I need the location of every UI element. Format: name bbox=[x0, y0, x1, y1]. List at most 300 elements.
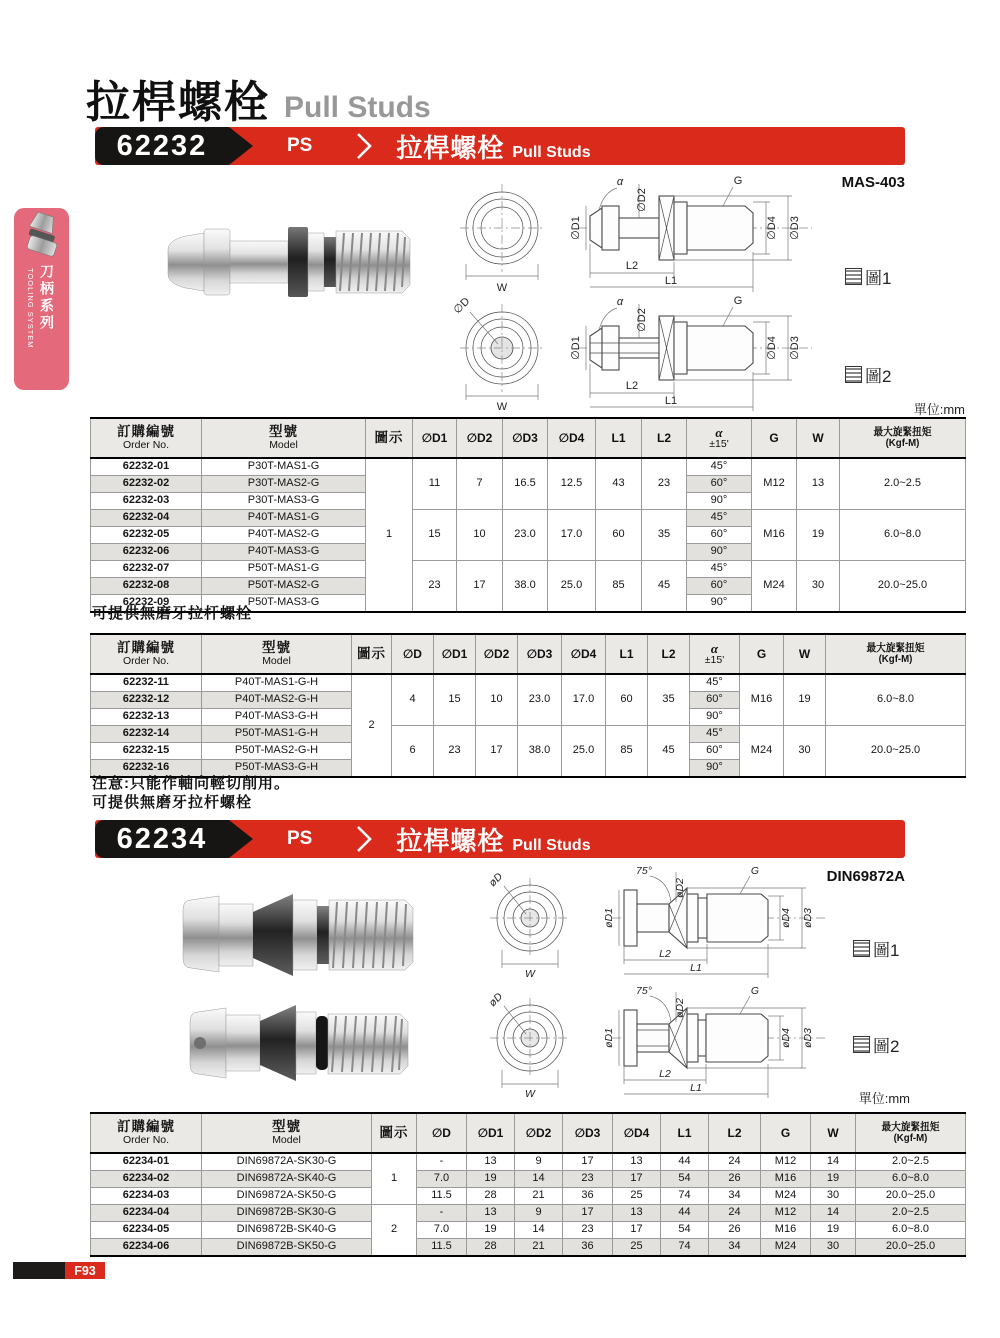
order-cell: 62232-06 bbox=[91, 544, 202, 561]
dim-g: G bbox=[750, 985, 760, 997]
section-banner-62234 bbox=[95, 820, 905, 858]
table-row bbox=[91, 674, 966, 692]
dim-w: W bbox=[525, 1088, 535, 1100]
col-torque: 最大旋緊扭矩 (Kgf-M) bbox=[826, 634, 966, 674]
d2-cell: 10 bbox=[476, 674, 518, 726]
d3-cell: 23 bbox=[563, 1222, 613, 1239]
l1-cell: 43 bbox=[596, 458, 642, 510]
col-w: W bbox=[811, 1113, 856, 1153]
d4-cell: 25.0 bbox=[548, 561, 596, 613]
order-cell: 62234-02 bbox=[91, 1171, 202, 1188]
table-header-row bbox=[91, 634, 966, 674]
l1-cell: 60 bbox=[596, 510, 642, 561]
figure2-label-62234: 圖2 bbox=[853, 1032, 899, 1057]
g-cell: M12 bbox=[761, 1153, 811, 1171]
l1-cell: 44 bbox=[661, 1205, 709, 1222]
d3-cell: 16.5 bbox=[503, 458, 548, 510]
product-code: 62234 bbox=[116, 822, 208, 855]
standard-label-mas403: MAS-403 bbox=[841, 174, 905, 191]
g-cell: M16 bbox=[740, 674, 784, 726]
table-header-row bbox=[91, 418, 966, 458]
l1-cell: 85 bbox=[596, 561, 642, 613]
order-cell: 62232-02 bbox=[91, 476, 202, 493]
dim-l2: L2 bbox=[659, 1068, 671, 1080]
dim-d: øD bbox=[486, 990, 506, 1010]
col-d3: ∅D3 bbox=[518, 634, 562, 674]
order-cell: 62232-01 bbox=[91, 458, 202, 476]
model-cell: DIN69872B-SK40-G bbox=[202, 1222, 372, 1239]
d4-cell: 17 bbox=[613, 1222, 661, 1239]
w-cell: 30 bbox=[811, 1239, 856, 1257]
d-cell: 7.0 bbox=[417, 1222, 467, 1239]
order-cell: 62232-16 bbox=[91, 760, 202, 778]
series-name-en: TOOLING SYSTEM bbox=[26, 268, 35, 349]
d3-cell: 23.0 bbox=[518, 674, 562, 726]
banner-title-en: Pull Studs bbox=[512, 836, 591, 854]
col-d1: ∅D1 bbox=[434, 634, 476, 674]
dim-d2: ∅D2 bbox=[636, 308, 648, 332]
angle-cell: 90° bbox=[687, 493, 752, 510]
col-g: G bbox=[761, 1113, 811, 1153]
model-cell: P50T-MAS2-G bbox=[202, 578, 366, 595]
banner-title-zh: 拉桿螺栓 bbox=[396, 825, 505, 856]
d2-cell: 14 bbox=[515, 1171, 563, 1188]
spec-table-62234 bbox=[90, 1112, 966, 1257]
order-cell: 62234-04 bbox=[91, 1205, 202, 1222]
l2-cell: 35 bbox=[648, 674, 690, 726]
dim-d3: ∅D3 bbox=[789, 336, 801, 360]
w-cell: 19 bbox=[784, 674, 826, 726]
dim-g: G bbox=[750, 865, 760, 877]
col-figure: 圖示 bbox=[372, 1113, 417, 1153]
dim-l1: L1 bbox=[664, 275, 678, 287]
d-cell: - bbox=[417, 1153, 467, 1171]
d1-cell: 13 bbox=[467, 1153, 515, 1171]
d3-cell: 36 bbox=[563, 1239, 613, 1257]
dim-d2: ∅D2 bbox=[636, 188, 648, 212]
model-cell: DIN69872A-SK50-G bbox=[202, 1188, 372, 1205]
angle-cell: 60° bbox=[687, 476, 752, 493]
col-d3: ∅D3 bbox=[563, 1113, 613, 1153]
order-cell: 62232-07 bbox=[91, 561, 202, 578]
model-cell: DIN69872B-SK30-G bbox=[202, 1205, 372, 1222]
table-row bbox=[91, 1171, 966, 1188]
col-w: W bbox=[784, 634, 826, 674]
angle-cell: 60° bbox=[690, 743, 740, 760]
col-model: 型號 Model bbox=[202, 634, 352, 674]
dim-l2: L2 bbox=[625, 260, 639, 272]
angle-cell: 45° bbox=[690, 674, 740, 692]
d-cell: 7.0 bbox=[417, 1171, 467, 1188]
g-cell: M12 bbox=[761, 1205, 811, 1222]
order-cell: 62232-11 bbox=[91, 674, 202, 692]
torque-cell: 20.0~25.0 bbox=[826, 726, 966, 778]
col-g: G bbox=[752, 418, 797, 458]
w-cell: 30 bbox=[784, 726, 826, 778]
col-figure: 圖示 bbox=[352, 634, 392, 674]
order-cell: 62232-09 bbox=[91, 595, 202, 613]
order-cell: 62232-08 bbox=[91, 578, 202, 595]
d4-cell: 25 bbox=[613, 1188, 661, 1205]
order-cell: 62234-03 bbox=[91, 1188, 202, 1205]
col-order: 訂購編號 Order No. bbox=[91, 1113, 202, 1153]
col-l1: L1 bbox=[661, 1113, 709, 1153]
torque-cell: 6.0~8.0 bbox=[856, 1222, 966, 1239]
d-cell: 4 bbox=[392, 674, 434, 726]
torque-cell: 6.0~8.0 bbox=[840, 510, 966, 561]
col-d4: ∅D4 bbox=[613, 1113, 661, 1153]
figure-icon bbox=[845, 268, 862, 285]
d4-cell: 12.5 bbox=[548, 458, 596, 510]
table-row bbox=[91, 1205, 966, 1222]
figure1-label-62232: 圖1 bbox=[845, 264, 891, 289]
model-cell: P50T-MAS1-G bbox=[202, 561, 366, 578]
angle-cell: 90° bbox=[690, 760, 740, 778]
l1-cell: 74 bbox=[661, 1239, 709, 1257]
dim-d4: øD4 bbox=[780, 908, 792, 928]
product-photo-62232 bbox=[148, 198, 433, 326]
col-d2: ∅D2 bbox=[515, 1113, 563, 1153]
figure-cell: 1 bbox=[372, 1153, 417, 1205]
col-order: 訂購編號 Order No. bbox=[91, 634, 202, 674]
dim-l1: L1 bbox=[690, 962, 702, 974]
d1-cell: 28 bbox=[467, 1239, 515, 1257]
col-alpha: α ±15' bbox=[690, 634, 740, 674]
d1-cell: 19 bbox=[467, 1171, 515, 1188]
angle-cell: 60° bbox=[687, 527, 752, 544]
torque-cell: 6.0~8.0 bbox=[826, 674, 966, 726]
l2-cell: 26 bbox=[709, 1171, 761, 1188]
order-cell: 62234-01 bbox=[91, 1153, 202, 1171]
chevron-right-icon bbox=[354, 131, 374, 161]
d1-cell: 19 bbox=[467, 1222, 515, 1239]
tool-holder-photo bbox=[20, 208, 64, 262]
model-cell: P40T-MAS3-G-H bbox=[202, 709, 352, 726]
note-62232-gh: 可提供無磨牙拉杆螺栓 bbox=[92, 794, 253, 811]
angle-cell: 45° bbox=[687, 561, 752, 578]
g-cell: M16 bbox=[752, 510, 797, 561]
d1-cell: 23 bbox=[434, 726, 476, 778]
page-title bbox=[86, 66, 431, 130]
col-g: G bbox=[740, 634, 784, 674]
order-cell: 62232-04 bbox=[91, 510, 202, 527]
d3-cell: 23.0 bbox=[503, 510, 548, 561]
model-cell: P30T-MAS1-G bbox=[202, 458, 366, 476]
order-cell: 62234-06 bbox=[91, 1239, 202, 1257]
model-cell: P30T-MAS3-G bbox=[202, 493, 366, 510]
d-cell: 6 bbox=[392, 726, 434, 778]
banner-title bbox=[396, 821, 590, 858]
figure-icon bbox=[845, 366, 862, 383]
d2-cell: 7 bbox=[457, 458, 503, 510]
col-l1: L1 bbox=[596, 418, 642, 458]
col-d: ∅D bbox=[417, 1113, 467, 1153]
col-torque: 最大旋緊扭矩 (Kgf-M) bbox=[840, 418, 966, 458]
figure2-label-62232: 圖2 bbox=[845, 362, 891, 387]
dim-g: G bbox=[733, 175, 743, 187]
l1-cell: 54 bbox=[661, 1171, 709, 1188]
table-row bbox=[91, 1222, 966, 1239]
table-row bbox=[91, 561, 966, 578]
unit-label-62232: 單位:mm bbox=[913, 402, 965, 417]
col-l2: L2 bbox=[642, 418, 687, 458]
col-alpha: α ±15' bbox=[687, 418, 752, 458]
d1-cell: 11 bbox=[413, 458, 457, 510]
note-62232: 可提供無磨牙拉杆螺栓 bbox=[92, 605, 253, 622]
torque-cell: 2.0~2.5 bbox=[856, 1153, 966, 1171]
order-cell: 62232-03 bbox=[91, 493, 202, 510]
d2-cell: 14 bbox=[515, 1222, 563, 1239]
dim-l2: L2 bbox=[625, 380, 639, 392]
series-tag: PS bbox=[287, 828, 313, 849]
torque-cell: 20.0~25.0 bbox=[856, 1239, 966, 1257]
col-l1: L1 bbox=[606, 634, 648, 674]
d1-cell: 15 bbox=[434, 674, 476, 726]
d1-cell: 23 bbox=[413, 561, 457, 613]
l1-cell: 54 bbox=[661, 1222, 709, 1239]
d4-cell: 25 bbox=[613, 1239, 661, 1257]
table-row bbox=[91, 510, 966, 527]
l1-cell: 44 bbox=[661, 1153, 709, 1171]
w-cell: 19 bbox=[797, 510, 840, 561]
w-cell: 14 bbox=[811, 1205, 856, 1222]
l1-cell: 60 bbox=[606, 674, 648, 726]
d3-cell: 38.0 bbox=[518, 726, 562, 778]
figure-cell: 1 bbox=[366, 458, 413, 612]
product-code-chip bbox=[95, 820, 229, 858]
model-cell: P30T-MAS2-G bbox=[202, 476, 366, 493]
dim-d: ∅D bbox=[451, 295, 473, 317]
dim-l1: L1 bbox=[690, 1082, 702, 1094]
d4-cell: 17 bbox=[613, 1171, 661, 1188]
model-cell: P50T-MAS3-G-H bbox=[202, 760, 352, 778]
angle-cell: 60° bbox=[690, 692, 740, 709]
torque-cell: 2.0~2.5 bbox=[840, 458, 966, 510]
model-cell: P40T-MAS1-G-H bbox=[202, 674, 352, 692]
col-d: ∅D bbox=[392, 634, 434, 674]
dim-d3: øD3 bbox=[802, 908, 814, 928]
order-cell: 62232-14 bbox=[91, 726, 202, 743]
d1-cell: 15 bbox=[413, 510, 457, 561]
technical-drawing-mas-fig2 bbox=[440, 290, 840, 412]
d4-cell: 17.0 bbox=[548, 510, 596, 561]
model-cell: P40T-MAS2-G bbox=[202, 527, 366, 544]
dim-d2: øD2 bbox=[674, 998, 686, 1018]
g-cell: M16 bbox=[761, 1222, 811, 1239]
model-cell: DIN69872A-SK30-G bbox=[202, 1153, 372, 1171]
page-number-badge: F93 bbox=[65, 1262, 105, 1279]
l2-cell: 35 bbox=[642, 510, 687, 561]
d3-cell: 17 bbox=[563, 1153, 613, 1171]
order-cell: 62232-12 bbox=[91, 692, 202, 709]
table-row bbox=[91, 458, 966, 476]
g-cell: M16 bbox=[761, 1171, 811, 1188]
col-d1: ∅D1 bbox=[467, 1113, 515, 1153]
angle-cell: 45° bbox=[690, 726, 740, 743]
table-header-row bbox=[91, 1113, 966, 1153]
d4-cell: 17.0 bbox=[562, 674, 606, 726]
table-row bbox=[91, 726, 966, 743]
dim-d3: ∅D3 bbox=[789, 216, 801, 240]
d2-cell: 21 bbox=[515, 1239, 563, 1257]
g-cell: M12 bbox=[752, 458, 797, 510]
dim-alpha: α bbox=[616, 176, 624, 188]
l2-cell: 45 bbox=[648, 726, 690, 778]
col-d1: ∅D1 bbox=[413, 418, 457, 458]
w-cell: 30 bbox=[811, 1188, 856, 1205]
spec-table-62232 bbox=[90, 417, 966, 613]
series-tag: PS bbox=[287, 135, 313, 156]
l2-cell: 34 bbox=[709, 1239, 761, 1257]
dim-d1: ∅D1 bbox=[570, 216, 582, 240]
dim-l1: L1 bbox=[664, 395, 678, 407]
dim-d1: øD1 bbox=[603, 1028, 615, 1048]
col-figure: 圖示 bbox=[366, 418, 413, 458]
col-d3: ∅D3 bbox=[503, 418, 548, 458]
figure-cell: 2 bbox=[352, 674, 392, 777]
d4-cell: 13 bbox=[613, 1205, 661, 1222]
d2-cell: 17 bbox=[457, 561, 503, 613]
chevron-right-icon bbox=[354, 824, 374, 854]
model-cell: DIN69872A-SK40-G bbox=[202, 1171, 372, 1188]
technical-drawing-din-fig1 bbox=[478, 862, 848, 980]
dim-g: G bbox=[733, 295, 743, 307]
order-cell: 62232-15 bbox=[91, 743, 202, 760]
dim-w: W bbox=[496, 401, 508, 412]
d-cell: 11.5 bbox=[417, 1188, 467, 1205]
l2-cell: 23 bbox=[642, 458, 687, 510]
dim-l2: L2 bbox=[659, 948, 671, 960]
product-code-chip bbox=[95, 127, 229, 165]
l1-cell: 85 bbox=[606, 726, 648, 778]
model-cell: DIN69872B-SK50-G bbox=[202, 1239, 372, 1257]
order-cell: 62232-13 bbox=[91, 709, 202, 726]
g-cell: M24 bbox=[761, 1188, 811, 1205]
col-l2: L2 bbox=[709, 1113, 761, 1153]
page-title-zh: 拉桿螺栓 bbox=[86, 78, 270, 127]
table-row bbox=[91, 1188, 966, 1205]
dim-angle: 75° bbox=[636, 985, 652, 997]
d4-cell: 25.0 bbox=[562, 726, 606, 778]
d3-cell: 23 bbox=[563, 1171, 613, 1188]
figure1-label-62234: 圖1 bbox=[853, 936, 899, 961]
technical-drawing-din-fig2 bbox=[478, 982, 848, 1100]
l2-cell: 24 bbox=[709, 1153, 761, 1171]
model-cell: P50T-MAS3-G bbox=[202, 595, 366, 613]
banner-title-en: Pull Studs bbox=[512, 143, 591, 161]
caution-note: 注意:只能作軸向輕切削用。 bbox=[92, 775, 290, 792]
banner-title bbox=[396, 128, 590, 165]
col-d2: ∅D2 bbox=[457, 418, 503, 458]
order-cell: 62234-05 bbox=[91, 1222, 202, 1239]
dim-angle: 75° bbox=[636, 865, 652, 877]
d3-cell: 36 bbox=[563, 1188, 613, 1205]
figure-cell: 2 bbox=[372, 1205, 417, 1257]
d1-cell: 13 bbox=[467, 1205, 515, 1222]
col-d4: ∅D4 bbox=[562, 634, 606, 674]
section-banner-62232 bbox=[95, 127, 905, 165]
d2-cell: 9 bbox=[515, 1153, 563, 1171]
l2-cell: 34 bbox=[709, 1188, 761, 1205]
footer-bar bbox=[13, 1262, 65, 1279]
d1-cell: 28 bbox=[467, 1188, 515, 1205]
product-photo-62234-b bbox=[170, 988, 460, 1098]
dim-alpha: α bbox=[616, 296, 624, 308]
d2-cell: 17 bbox=[476, 726, 518, 778]
col-w: W bbox=[797, 418, 840, 458]
figure-icon bbox=[853, 1036, 870, 1053]
model-cell: P50T-MAS2-G-H bbox=[202, 743, 352, 760]
angle-cell: 45° bbox=[687, 458, 752, 476]
col-model: 型號 Model bbox=[202, 1113, 372, 1153]
l1-cell: 74 bbox=[661, 1188, 709, 1205]
w-cell: 14 bbox=[811, 1153, 856, 1171]
d2-cell: 10 bbox=[457, 510, 503, 561]
sidebar-series-tab[interactable] bbox=[14, 208, 69, 390]
order-cell: 62232-05 bbox=[91, 527, 202, 544]
dim-w: W bbox=[525, 968, 535, 980]
d2-cell: 9 bbox=[515, 1205, 563, 1222]
series-name-zh: 刀柄系列 bbox=[39, 264, 55, 332]
technical-drawing-mas-fig1 bbox=[440, 172, 840, 294]
standard-label-din69872a: DIN69872A bbox=[826, 868, 905, 885]
figure-icon bbox=[853, 940, 870, 957]
dim-d1: ∅D1 bbox=[570, 336, 582, 360]
banner-title-zh: 拉桿螺栓 bbox=[396, 132, 505, 163]
l2-cell: 45 bbox=[642, 561, 687, 613]
d-cell: 11.5 bbox=[417, 1239, 467, 1257]
d-cell: - bbox=[417, 1205, 467, 1222]
spec-table-62232-gh bbox=[90, 633, 966, 778]
torque-cell: 6.0~8.0 bbox=[856, 1171, 966, 1188]
dim-w: W bbox=[496, 282, 508, 294]
product-code: 62232 bbox=[116, 129, 208, 162]
dim-d4: ∅D4 bbox=[766, 336, 778, 360]
page-title-en: Pull Studs bbox=[284, 91, 431, 124]
col-d2: ∅D2 bbox=[476, 634, 518, 674]
dim-d4: ∅D4 bbox=[766, 216, 778, 240]
w-cell: 19 bbox=[811, 1222, 856, 1239]
model-cell: P40T-MAS3-G bbox=[202, 544, 366, 561]
angle-cell: 90° bbox=[690, 709, 740, 726]
torque-cell: 20.0~25.0 bbox=[856, 1188, 966, 1205]
g-cell: M24 bbox=[752, 561, 797, 613]
d3-cell: 38.0 bbox=[503, 561, 548, 613]
model-cell: P50T-MAS1-G-H bbox=[202, 726, 352, 743]
angle-cell: 60° bbox=[687, 578, 752, 595]
g-cell: M24 bbox=[740, 726, 784, 778]
col-d4: ∅D4 bbox=[548, 418, 596, 458]
unit-label-62234: 單位:mm bbox=[858, 1091, 910, 1106]
dim-d3: øD3 bbox=[802, 1028, 814, 1048]
dim-d4: øD4 bbox=[780, 1028, 792, 1048]
d3-cell: 17 bbox=[563, 1205, 613, 1222]
model-cell: P40T-MAS2-G-H bbox=[202, 692, 352, 709]
dim-d: øD bbox=[486, 870, 506, 890]
torque-cell: 2.0~2.5 bbox=[856, 1205, 966, 1222]
torque-cell: 20.0~25.0 bbox=[840, 561, 966, 613]
g-cell: M24 bbox=[761, 1239, 811, 1257]
angle-cell: 45° bbox=[687, 510, 752, 527]
angle-cell: 90° bbox=[687, 595, 752, 613]
w-cell: 19 bbox=[811, 1171, 856, 1188]
col-order: 訂購編號 Order No. bbox=[91, 418, 202, 458]
d4-cell: 13 bbox=[613, 1153, 661, 1171]
col-model: 型號 Model bbox=[202, 418, 366, 458]
l2-cell: 24 bbox=[709, 1205, 761, 1222]
d2-cell: 21 bbox=[515, 1188, 563, 1205]
table-row bbox=[91, 1153, 966, 1171]
